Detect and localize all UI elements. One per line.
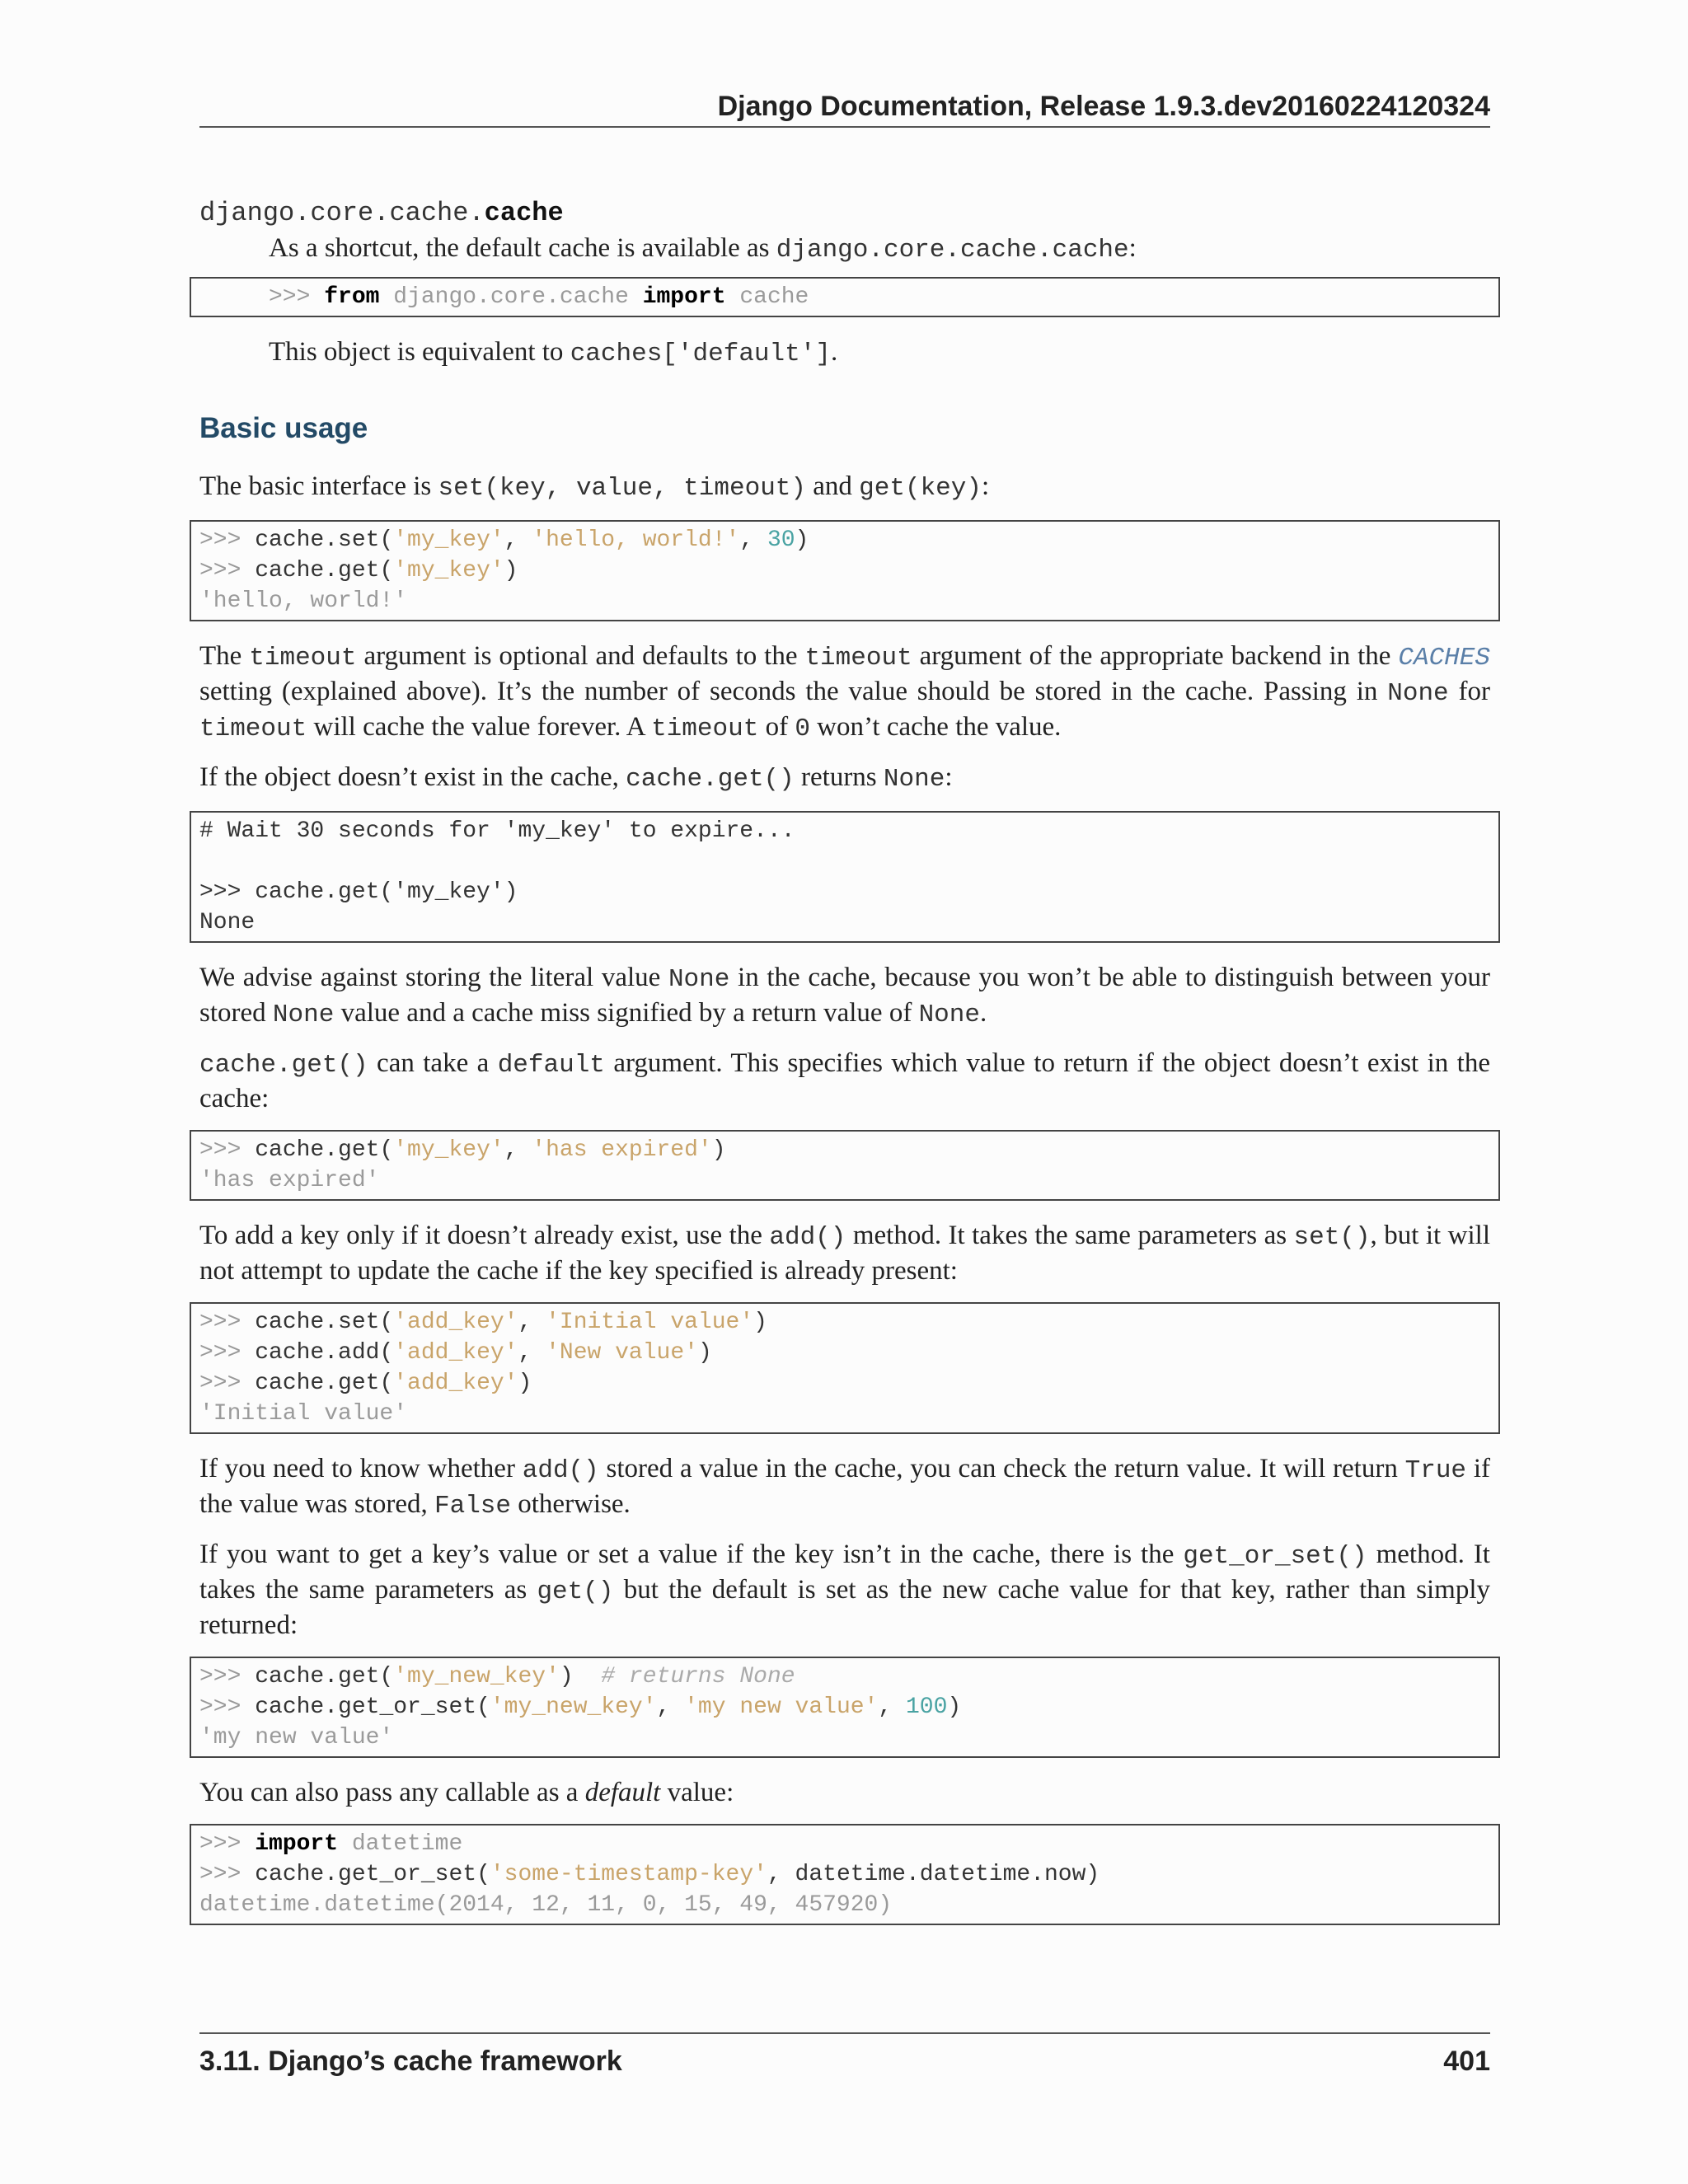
paragraph-add-method: To add a key only if it doesn’t already exist, use the add() method. It takes the same parameters as set(), but it will not attempt to update the cache if the key specified is already present: xyxy=(199,1221,1490,1286)
paragraph-get-or-set: If you want to get a key’s value or set a value if the key isn’t in the cache, there is the get_or_set() method. It takes the same parameters as get() but the default is set as the new cache value for that key, rather than simply returned: xyxy=(199,1540,1490,1640)
paragraph-add-return: If you need to know whether add() stored a value in the cache, you can check the return value. It will return True if the value was stored, False otherwise. xyxy=(199,1454,1490,1521)
paragraph-advise-none: We advise against storing the literal value None in the cache, because you won’t be able to distinguish between your stored None value and a cache miss signified by a return value of None. xyxy=(199,963,1490,1029)
object-signature: django.core.cache.cache xyxy=(199,198,564,228)
object-name: cache xyxy=(484,198,564,228)
paragraph-callable: You can also pass any callable as a default value: xyxy=(199,1778,734,1807)
paragraph-default-arg: cache.get() can take a default argument. This specifies which value to return if the object doesn’t exist in the cache: xyxy=(199,1048,1490,1113)
paragraph-missing-object: If the object doesn’t exist in the cache, cache.get() returns None: xyxy=(199,762,953,794)
code-block-set-get: >>> cache.set('my_key', 'hello, world!', 30) >>> cache.get('my_key') 'hello, world!' xyxy=(190,520,1500,621)
equivalence-note: This object is equivalent to caches['default']. xyxy=(269,337,838,368)
object-description: As a shortcut, the default cache is available as django.core.cache.cache: xyxy=(269,233,1137,265)
code-block-callable: >>> import datetime >>> cache.get_or_set('some-timestamp-key', datetime.datetime.now) datetime.datetime(2014, 12, 11, 0, 15, 49, 457920) xyxy=(190,1824,1500,1925)
paragraph-timeout: The timeout argument is optional and defaults to the timeout argument of the appropriate backend in the CACHES setting (explained above). It’s the number of seconds the value should be stored in the cache. Passing in None for timeout will cache the value forever. A timeout of 0 won’t cache the value. xyxy=(199,641,1490,743)
code-block-import: >>> from django.core.cache import cache xyxy=(190,277,1500,317)
code-block-default: >>> cache.get('my_key', 'has expired') 'has expired' xyxy=(190,1130,1500,1201)
paragraph-basic-interface: The basic interface is set(key, value, timeout) and get(key): xyxy=(199,471,990,503)
page-number: 401 xyxy=(1443,2046,1490,2077)
running-footer xyxy=(199,2032,1490,2078)
running-header: Django Documentation, Release 1.9.3.dev20160224120324 xyxy=(199,91,1490,128)
footer-section-title: 3.11. Django’s cache framework xyxy=(199,2046,622,2077)
code-block-get-or-set: >>> cache.get('my_new_key') # returns None >>> cache.get_or_set('my_new_key', 'my new value', 100) 'my new value' xyxy=(190,1657,1500,1758)
section-heading: Basic usage xyxy=(199,412,368,444)
page-content xyxy=(199,198,1490,1943)
code-block-add: >>> cache.set('add_key', 'Initial value') >>> cache.add('add_key', 'New value') >>> cache.get('add_key') 'Initial value' xyxy=(190,1302,1500,1434)
code-block-expire: # Wait 30 seconds for 'my_key' to expire... >>> cache.get('my_key') None xyxy=(190,811,1500,943)
caches-setting-link[interactable]: CACHES xyxy=(1398,644,1490,673)
